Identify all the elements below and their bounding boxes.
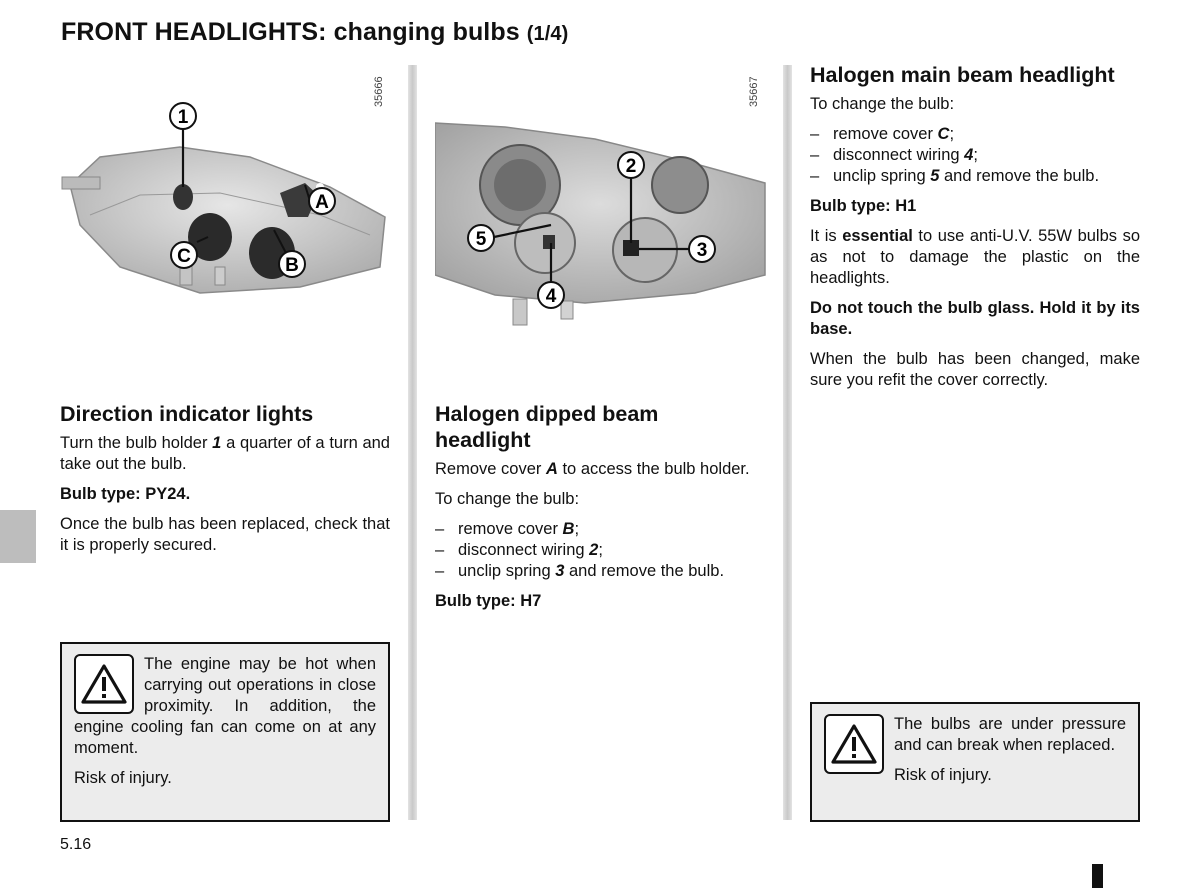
bulb-type: Bulb type: H7 bbox=[435, 592, 542, 610]
paragraph: Once the bulb has been replaced, check that it is properly secured. bbox=[60, 515, 390, 554]
bulb-type: Bulb type: H1 bbox=[810, 197, 917, 215]
warning-risk: Risk of injury. bbox=[894, 766, 992, 784]
bulb-type: Bulb type: PY24. bbox=[60, 485, 191, 503]
section-heading: Halogen dipped beam headlight bbox=[435, 402, 659, 452]
paragraph: To change the bulb: bbox=[810, 95, 955, 113]
column-divider-right bbox=[783, 65, 792, 820]
paragraph: Remove cover A to access the bulb holder. bbox=[435, 460, 750, 478]
list-item: – remove cover B; bbox=[435, 520, 580, 538]
column-divider-left bbox=[408, 65, 417, 820]
callout-B: B bbox=[285, 255, 299, 276]
list-item: – unclip spring 3 and remove the bulb. bbox=[435, 562, 725, 580]
list-item: – remove cover C; bbox=[810, 125, 955, 143]
callout-1: 1 bbox=[177, 107, 189, 128]
page-edge-marker bbox=[1092, 864, 1103, 888]
paragraph: When the bulb has been changed, make sure you refit the cover correctly. bbox=[810, 350, 1140, 389]
paragraph: It is essential to use anti-U.V. 55W bulbs so as not to damage the plastic on the headlights. bbox=[810, 227, 1140, 287]
page-title-part: (1/4) bbox=[526, 23, 569, 45]
paragraph-bold: Do not touch the bulb glass. Hold it by its base. bbox=[810, 299, 1140, 338]
section-heading: Halogen main beam headlight bbox=[810, 63, 1115, 87]
callout-C: C bbox=[177, 246, 191, 267]
step-list bbox=[810, 124, 1140, 187]
step-list bbox=[435, 519, 765, 582]
warning-text: The engine may be hot when carrying out operations in close proximity. In addition, the engine cooling fan can come on at any moment. bbox=[74, 655, 376, 757]
direction-indicator-section bbox=[60, 401, 390, 565]
figure-number: 35667 bbox=[748, 76, 760, 107]
paragraph: Turn the bulb holder 1 a quarter of a turn and take out the bulb. bbox=[60, 434, 390, 473]
warning-triangle-icon bbox=[824, 714, 884, 774]
callout-A: A bbox=[315, 192, 329, 213]
dipped-beam-section bbox=[435, 401, 765, 621]
page-number: 5.16 bbox=[60, 836, 92, 853]
warning-triangle-icon bbox=[74, 654, 134, 714]
headlight-illustration bbox=[435, 65, 770, 335]
page-title: FRONT HEADLIGHTS: changing bulbs (1/4) bbox=[61, 18, 569, 46]
list-item: – disconnect wiring 4; bbox=[810, 146, 978, 164]
callout-4: 4 bbox=[545, 286, 557, 307]
warning-risk: Risk of injury. bbox=[74, 769, 172, 787]
section-heading: Direction indicator lights bbox=[60, 402, 314, 426]
warning-text: The bulbs are under pressure and can break when replaced. bbox=[894, 715, 1126, 754]
main-beam-section bbox=[810, 62, 1140, 400]
callout-3: 3 bbox=[696, 240, 708, 261]
figure-number: 35666 bbox=[373, 76, 385, 107]
callout-2: 2 bbox=[625, 156, 637, 177]
callout-5: 5 bbox=[475, 229, 487, 250]
headlight-figure-2 bbox=[435, 65, 770, 335]
list-item: – disconnect wiring 2; bbox=[435, 541, 603, 559]
headlight-figure-1 bbox=[60, 65, 395, 320]
paragraph: To change the bulb: bbox=[435, 490, 580, 508]
warning-box-bulbs bbox=[810, 702, 1140, 822]
section-tab bbox=[0, 510, 36, 563]
list-item: – unclip spring 5 and remove the bulb. bbox=[810, 167, 1100, 185]
warning-box-engine bbox=[60, 642, 390, 822]
headlight-illustration bbox=[60, 65, 395, 320]
